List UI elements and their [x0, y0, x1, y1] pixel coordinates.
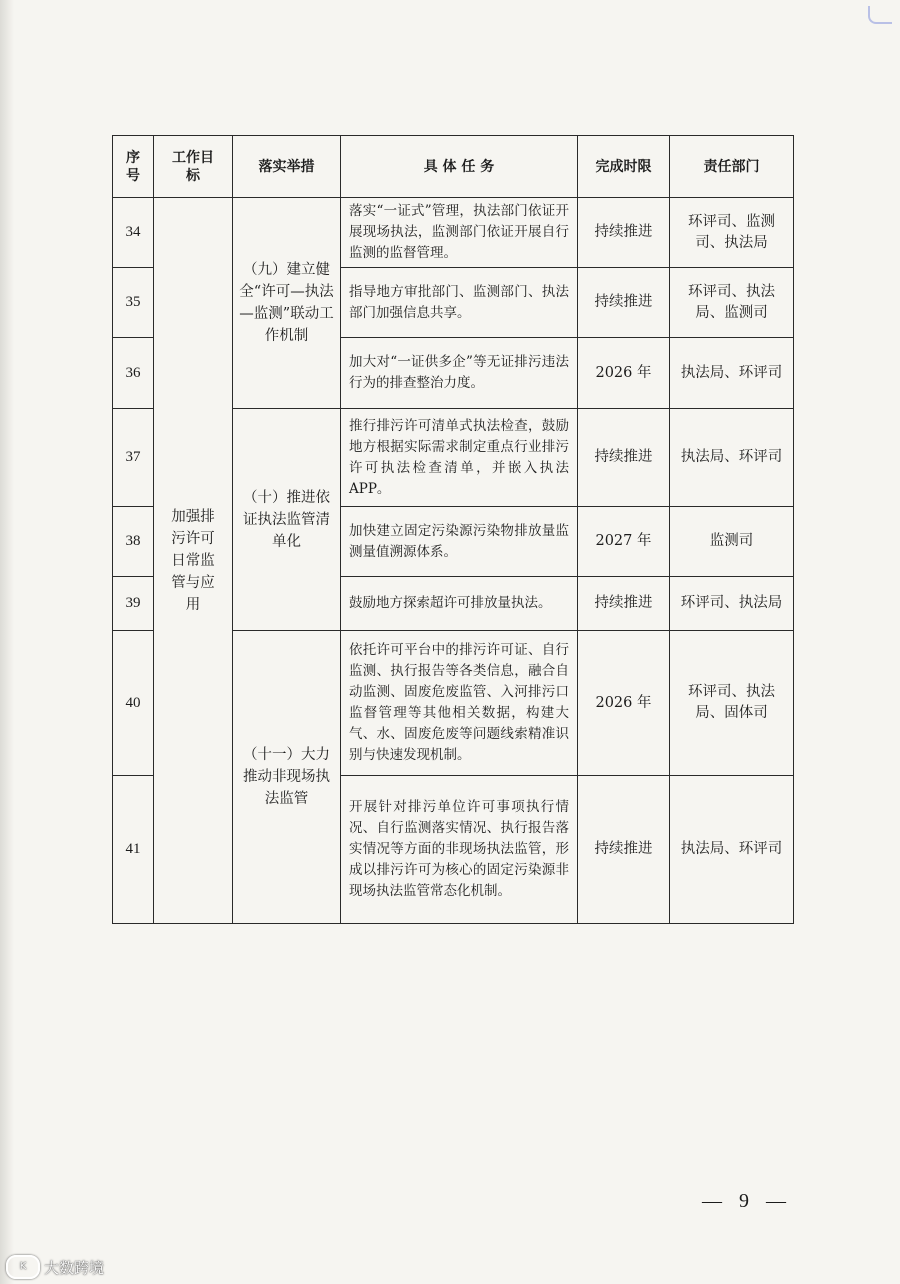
row-seq: 37	[113, 409, 154, 507]
dept-cell: 监测司	[670, 507, 794, 577]
task-cell: 指导地方审批部门、监测部门、执法部门加强信息共享。	[341, 268, 578, 338]
dept-cell: 执法局、环评司	[670, 776, 794, 924]
header-measure: 落实举措	[233, 136, 341, 198]
dept-cell: 环评司、执法局、监测司	[670, 268, 794, 338]
row-seq: 40	[113, 631, 154, 776]
header-deadline: 完成时限	[578, 136, 670, 198]
task-cell: 落实“一证式”管理，执法部门依证开展现场执法，监测部门依证开展自行监测的监督管理。	[341, 198, 578, 268]
task-cell: 加快建立固定污染源污染物排放量监测量值溯源体系。	[341, 507, 578, 577]
measure-cell-10: （十）推进依证执法监管清单化	[233, 409, 341, 631]
row-seq: 36	[113, 338, 154, 409]
row-seq: 41	[113, 776, 154, 924]
task-cell: 开展针对排污单位许可事项执行情况、自行监测落实情况、执行报告落实情况等方面的非现场执法监管，形成以排污许可为核心的固定污染源非现场执法监管常态化机制。	[341, 776, 578, 924]
corner-pen-mark	[868, 6, 892, 24]
row-seq: 39	[113, 577, 154, 631]
deadline-cell: 持续推进	[578, 198, 670, 268]
header-goal: 工作目标	[154, 136, 233, 198]
task-cell: 加大对“一证供多企”等无证排污违法行为的排查整治力度。	[341, 338, 578, 409]
header-seq: 序号	[113, 136, 154, 198]
deadline-cell: 持续推进	[578, 409, 670, 507]
measure-cell-11: （十一）大力推动非现场执法监管	[233, 631, 341, 924]
measure-cell-9: （九）建立健全“许可—执法—监测”联动工作机制	[233, 198, 341, 409]
dept-cell: 环评司、执法局	[670, 577, 794, 631]
page-edge-shadow	[0, 0, 14, 1284]
row-seq: 34	[113, 198, 154, 268]
work-goal-cell: 加强排污许可日常监管与应用	[154, 198, 233, 924]
page-number: — 9 —	[702, 1190, 792, 1212]
deadline-cell: 2026 年	[578, 338, 670, 409]
dept-cell: 环评司、执法局、固体司	[670, 631, 794, 776]
task-cell: 依托许可平台中的排污许可证、自行监测、执行报告等各类信息，融合自动监测、固废危废监管、入河排污口监督管理等其他相关数据，构建大气、水、固废危废等问题线索精准识别与快速发现机制。	[341, 631, 578, 776]
deadline-cell: 2026 年	[578, 631, 670, 776]
task-cell: 推行排污许可清单式执法检查，鼓励地方根据实际需求制定重点行业排污许可执法检查清单，并嵌入执法 APP。	[341, 409, 578, 507]
deadline-cell: 持续推进	[578, 776, 670, 924]
row-seq: 35	[113, 268, 154, 338]
deadline-cell: 持续推进	[578, 268, 670, 338]
deadline-cell: 2027 年	[578, 507, 670, 577]
dept-cell: 执法局、环评司	[670, 409, 794, 507]
row-seq: 38	[113, 507, 154, 577]
task-table	[112, 135, 794, 924]
table-header-row	[113, 136, 794, 198]
deadline-cell: 持续推进	[578, 577, 670, 631]
header-dept: 责任部门	[670, 136, 794, 198]
watermark-logo-icon: K	[6, 1255, 40, 1279]
table-row	[113, 198, 794, 268]
watermark-text: 大数跨境	[44, 1258, 105, 1277]
task-cell: 鼓励地方探索超许可排放量执法。	[341, 577, 578, 631]
header-task: 具 体 任 务	[341, 136, 578, 198]
dept-cell: 环评司、监测司、执法局	[670, 198, 794, 268]
dept-cell: 执法局、环评司	[670, 338, 794, 409]
watermark	[6, 1255, 104, 1279]
